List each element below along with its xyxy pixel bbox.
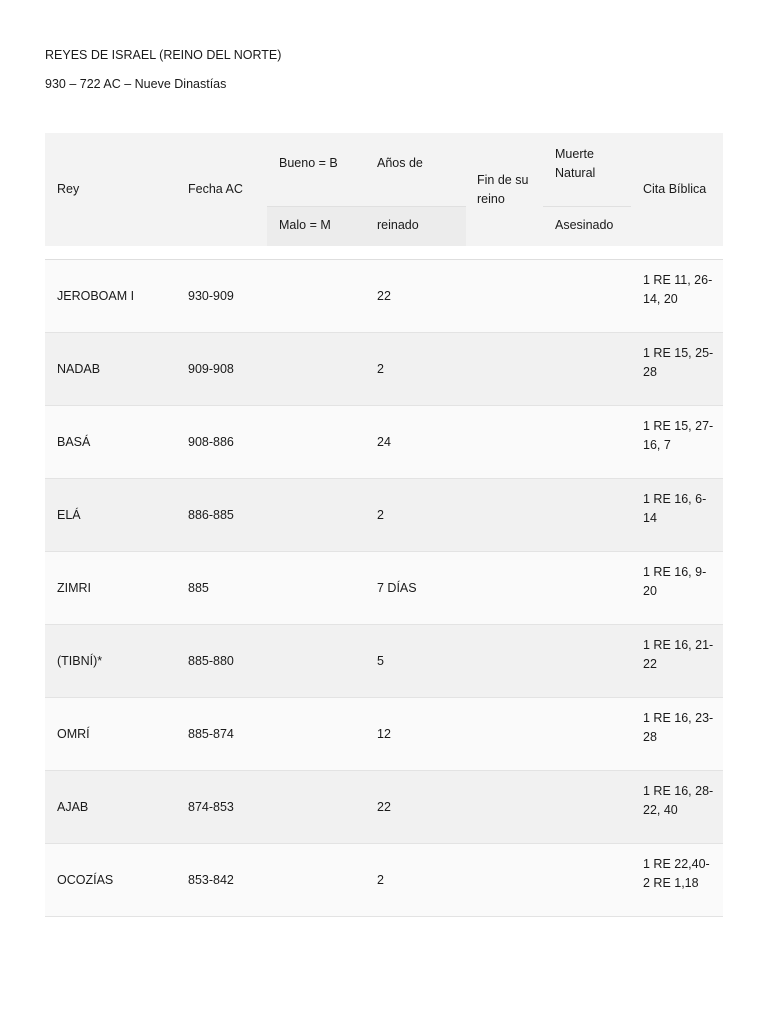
cell-cita-biblica <box>643 855 715 893</box>
cell-fecha: 885 <box>188 581 209 595</box>
table-row <box>45 333 723 406</box>
cell-fecha: 885-880 <box>188 654 234 668</box>
cell-cita-biblica <box>643 417 715 455</box>
cell-anios-reinado: 22 <box>377 800 391 814</box>
cell-anios-reinado: 24 <box>377 435 391 449</box>
cita-line-2: 22, 40 <box>643 803 678 817</box>
cita-line-1: 1 RE 22,40- <box>643 857 710 871</box>
cell-fecha: 909-908 <box>188 362 234 376</box>
header-muerte-bottom: Asesinado <box>555 218 614 232</box>
cell-rey: (TIBNÍ)* <box>57 654 103 668</box>
cita-line-1: 1 RE 16, 6- <box>643 492 707 506</box>
cell-anios-reinado: 5 <box>377 654 384 668</box>
cita-line-2: 2 RE 1,18 <box>643 876 699 890</box>
cell-fecha: 885-874 <box>188 727 234 741</box>
table-row <box>45 771 723 844</box>
header-divider-muerte <box>543 206 631 207</box>
kings-table <box>45 133 723 917</box>
cell-fecha: 930-909 <box>188 289 234 303</box>
cell-cita-biblica <box>643 782 715 820</box>
cell-rey: JEROBOAM I <box>57 289 135 303</box>
cell-rey: ZIMRI <box>57 581 92 595</box>
cell-rey: NADAB <box>57 362 101 376</box>
cell-cita-biblica <box>643 709 715 747</box>
cell-fecha: 853-842 <box>188 873 234 887</box>
table-header <box>45 133 723 246</box>
cita-line-2: 14 <box>643 511 657 525</box>
header-fin-line1: Fin de su <box>477 173 529 187</box>
table-row <box>45 698 723 771</box>
cita-line-1: 1 RE 11, 26- <box>643 273 713 287</box>
cita-line-2: 28 <box>643 730 657 744</box>
cell-fecha: 886-885 <box>188 508 234 522</box>
cell-anios-reinado: 2 <box>377 508 384 522</box>
cell-anios-reinado: 2 <box>377 873 384 887</box>
header-cita: Cita Bíblica <box>643 182 707 196</box>
cita-line-1: 1 RE 15, 27- <box>643 419 714 433</box>
cita-line-1: 1 RE 16, 23- <box>643 711 714 725</box>
cell-anios-reinado: 2 <box>377 362 384 376</box>
cell-fecha: 874-853 <box>188 800 234 814</box>
table-row <box>45 625 723 698</box>
header-divider <box>267 206 466 207</box>
header-fecha: Fecha AC <box>188 182 243 196</box>
table-row <box>45 844 723 917</box>
header-bueno-bottom: Malo = M <box>279 218 331 232</box>
cita-line-2: 22 <box>643 657 657 671</box>
header-muerte-line2: Natural <box>555 166 596 180</box>
cita-line-1: 1 RE 16, 21- <box>643 638 714 652</box>
cita-line-2: 16, 7 <box>643 438 671 452</box>
cita-line-1: 1 RE 16, 9- <box>643 565 707 579</box>
cell-cita-biblica <box>643 490 715 528</box>
document-subtitle: 930 – 722 AC – Nueve Dinastías <box>45 77 227 91</box>
table-row <box>45 552 723 625</box>
cita-line-1: 1 RE 15, 25- <box>643 346 714 360</box>
cell-anios-reinado: 7 DÍAS <box>377 581 417 595</box>
table-body <box>45 260 723 917</box>
cell-rey: ELÁ <box>57 508 81 522</box>
table-row <box>45 406 723 479</box>
header-anios-top: Años de <box>377 156 423 170</box>
cell-rey: OCOZÍAS <box>57 873 114 887</box>
header-fin-line2: reino <box>477 192 505 206</box>
table-row <box>45 260 723 333</box>
header-gap <box>45 246 723 260</box>
cell-cita-biblica <box>643 344 715 382</box>
document-title: REYES DE ISRAEL (REINO DEL NORTE) <box>45 48 282 62</box>
cell-cita-biblica <box>643 271 715 309</box>
header-anios-bottom: reinado <box>377 218 419 232</box>
table-row <box>45 479 723 552</box>
cita-line-2: 14, 20 <box>643 292 678 306</box>
cell-cita-biblica <box>643 636 715 674</box>
cell-fecha: 908-886 <box>188 435 234 449</box>
cell-rey: AJAB <box>57 800 89 814</box>
cell-rey: BASÁ <box>57 435 91 449</box>
header-bueno-top: Bueno = B <box>279 156 338 170</box>
cell-anios-reinado: 22 <box>377 289 391 303</box>
cell-cita-biblica <box>643 563 715 601</box>
cell-rey: OMRÍ <box>57 727 90 741</box>
cita-line-2: 20 <box>643 584 657 598</box>
cell-anios-reinado: 12 <box>377 727 391 741</box>
cita-line-2: 28 <box>643 365 657 379</box>
cita-line-1: 1 RE 16, 28- <box>643 784 714 798</box>
header-muerte-line1: Muerte <box>555 147 594 161</box>
header-rey: Rey <box>57 182 80 196</box>
